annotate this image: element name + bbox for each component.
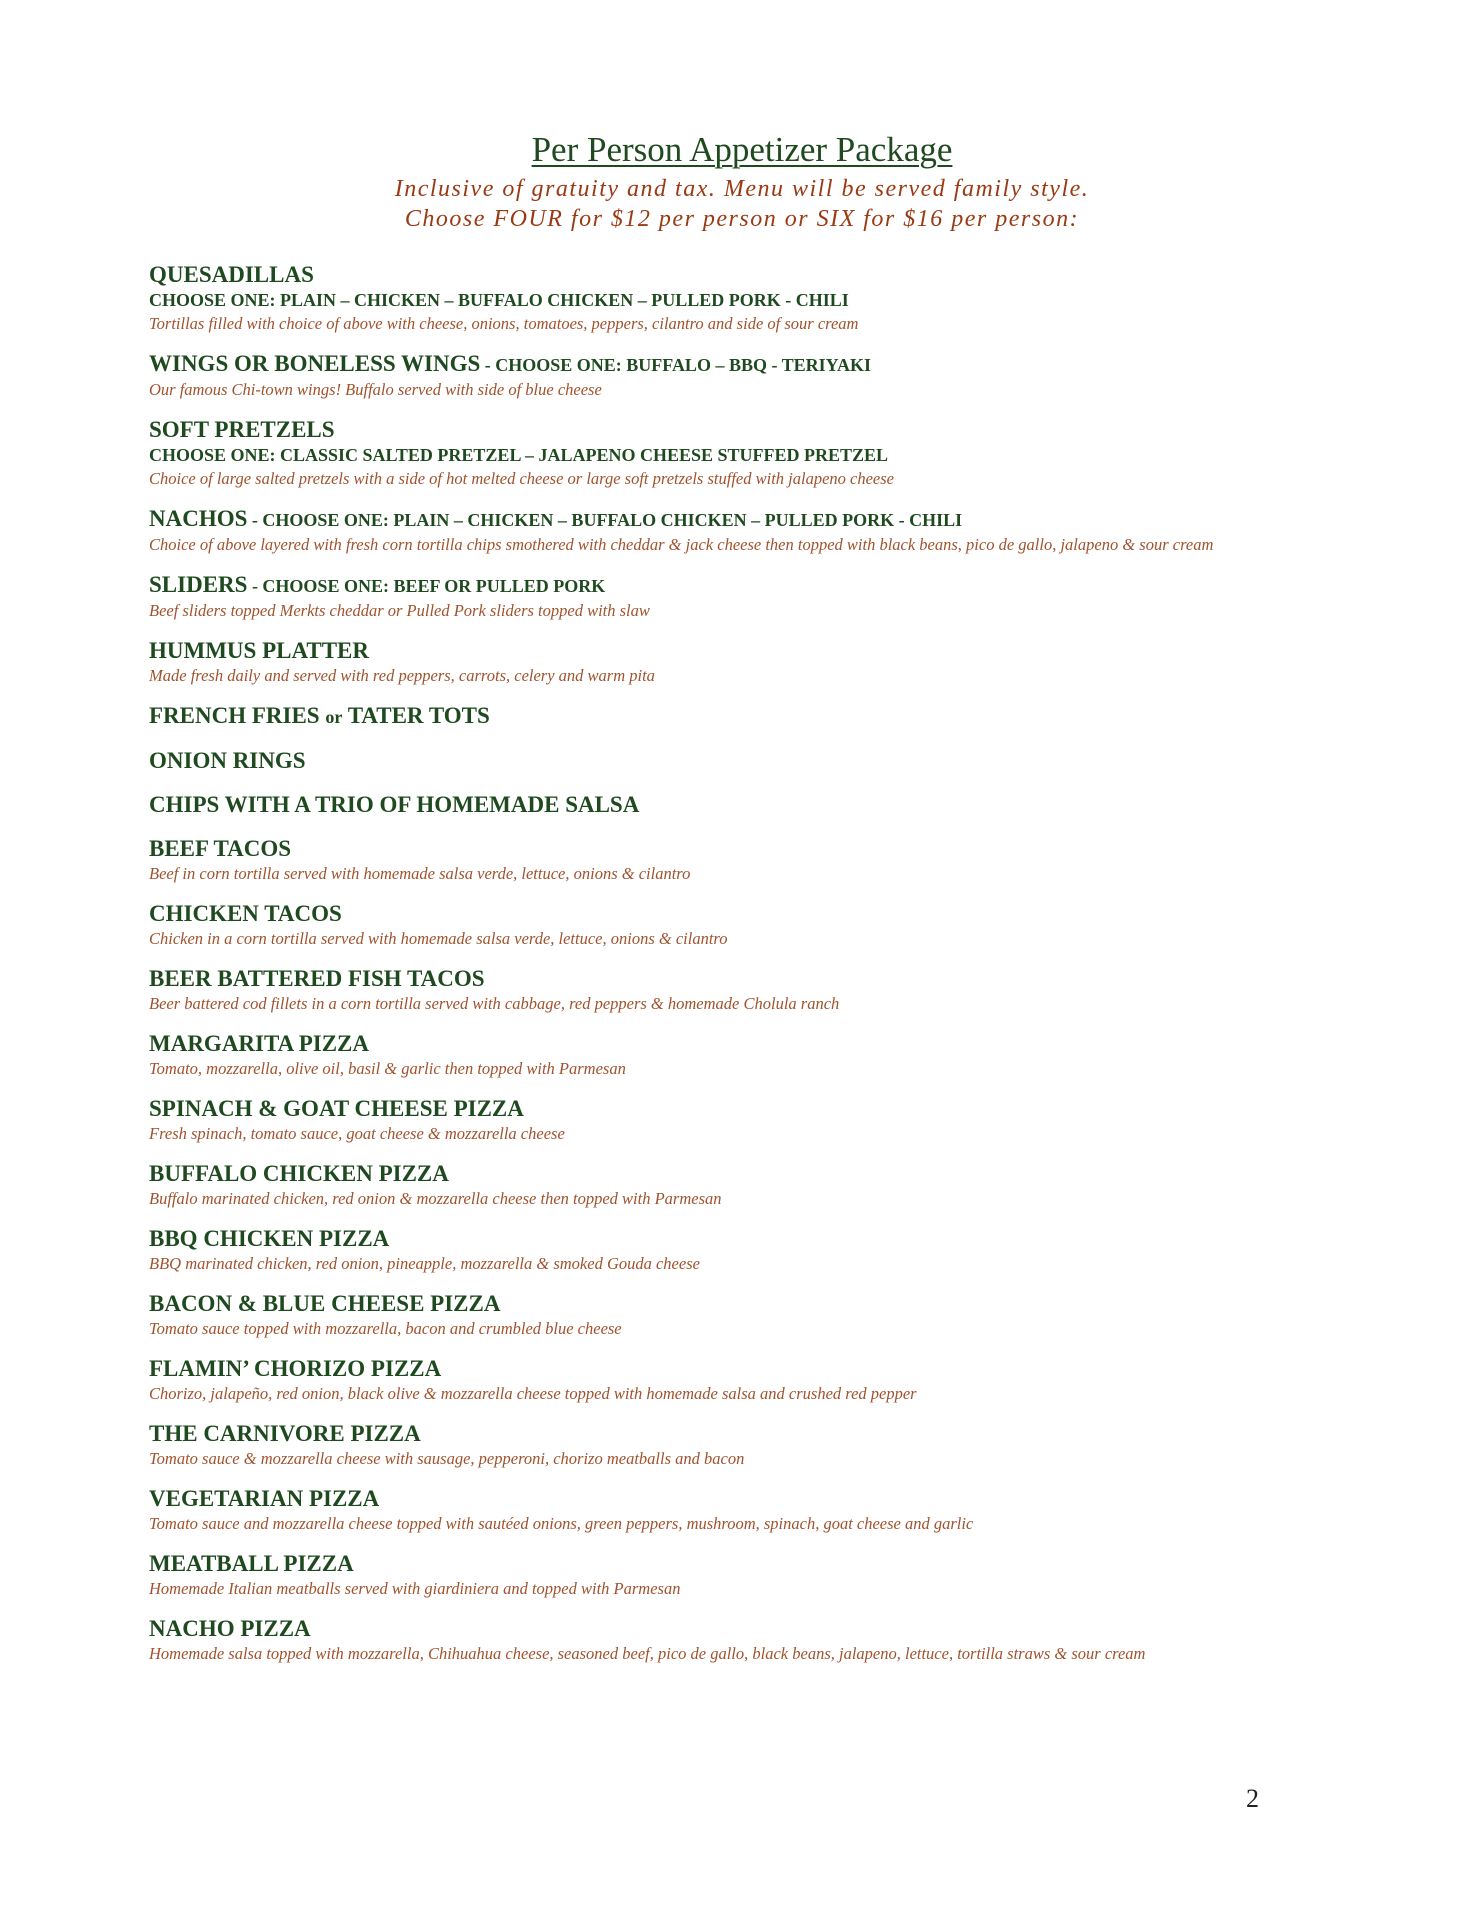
item-title-row: [149, 572, 1349, 599]
item-title-row: [149, 351, 1349, 378]
item-description: Beef sliders topped Merkts cheddar or Pulled Pork sliders topped with slaw: [149, 601, 650, 620]
item-title-row: [149, 506, 1349, 533]
item-description: Homemade Italian meatballs served with giardiniera and topped with Parmesan: [149, 1579, 681, 1598]
item-title-conjunction: or: [325, 707, 343, 727]
menu-items-list: [149, 262, 1349, 1666]
item-description: Choice of large salted pretzels with a side of hot melted cheese or large soft pretzels stuffed with jalapeno cheese: [149, 469, 894, 488]
subtitle-choice-note: Choose FOUR for $12 per person or SIX for $16 per person:: [404, 206, 1080, 232]
menu-item-bbq-chicken-pizza: [149, 1226, 1349, 1276]
menu-item-wings: [149, 351, 1349, 402]
item-title-row: [149, 703, 1349, 730]
item-description: Chicken in a corn tortilla served with homemade salsa verde, lettuce, onions & cilantro: [149, 929, 728, 948]
menu-item-meatball-pizza: [149, 1551, 1349, 1601]
item-title: SPINACH & GOAT CHEESE PIZZA: [149, 1096, 524, 1121]
item-description: Chorizo, jalapeño, red onion, black olive & mozzarella cheese topped with homemade salsa and crushed red pepper: [149, 1384, 917, 1403]
menu-item-quesadillas: [149, 262, 1349, 336]
menu-item-fries-or-tots: [149, 703, 1349, 730]
item-description: Tomato sauce & mozzarella cheese with sausage, pepperoni, chorizo meatballs and bacon: [149, 1449, 745, 1468]
item-title: BUFFALO CHICKEN PIZZA: [149, 1161, 449, 1186]
item-title: SLIDERS: [149, 572, 248, 597]
menu-item-sliders: [149, 572, 1349, 623]
page-title: Per Person Appetizer Package: [531, 130, 953, 169]
menu-item-nacho-pizza: [149, 1616, 1349, 1666]
item-description: Tortillas filled with choice of above with cheese, onions, tomatoes, peppers, cilantro and side of sour cream: [149, 314, 859, 333]
menu-item-chicken-tacos: [149, 901, 1349, 951]
item-title: FRENCH FRIES: [149, 703, 326, 728]
item-title: FLAMIN’ CHORIZO PIZZA: [149, 1356, 442, 1381]
item-title: WINGS OR BONELESS WINGS: [149, 351, 481, 376]
item-description: Tomato sauce topped with mozzarella, bacon and crumbled blue cheese: [149, 1319, 622, 1338]
menu-item-bacon-blue-cheese-pizza: [149, 1291, 1349, 1341]
menu-item-nachos: [149, 506, 1349, 557]
item-title: ONION RINGS: [149, 748, 306, 773]
menu-item-vegetarian-pizza: [149, 1486, 1349, 1536]
menu-item-chips-salsa: [149, 792, 1349, 818]
item-title: MEATBALL PIZZA: [149, 1551, 354, 1576]
menu-item-margarita-pizza: [149, 1031, 1349, 1081]
item-options: CHOOSE ONE: PLAIN – CHICKEN – BUFFALO CHICKEN – PULLED PORK - CHILI: [149, 290, 849, 310]
item-title: HUMMUS PLATTER: [149, 638, 369, 663]
menu-item-buffalo-chicken-pizza: [149, 1161, 1349, 1211]
item-title: NACHOS: [149, 506, 248, 531]
menu-item-carnivore-pizza: [149, 1421, 1349, 1471]
item-description: Beef in corn tortilla served with homemade salsa verde, lettuce, onions & cilantro: [149, 864, 691, 883]
item-description: Choice of above layered with fresh corn tortilla chips smothered with cheddar & jack cheese then topped with black beans, pico de gallo, jalapeno & sour cream: [149, 535, 1214, 554]
item-description: Tomato sauce and mozzarella cheese topped with sautéed onions, green peppers, mushroom, spinach, goat cheese and garlic: [149, 1514, 974, 1533]
menu-item-chorizo-pizza: [149, 1356, 1349, 1406]
menu-item-onion-rings: [149, 748, 1349, 774]
item-title: MARGARITA PIZZA: [149, 1031, 370, 1056]
subtitle-pricing-note: Inclusive of gratuity and tax. Menu will be served family style.: [394, 176, 1090, 202]
menu-item-spinach-goat-cheese-pizza: [149, 1096, 1349, 1146]
menu-item-hummus-platter: [149, 638, 1349, 688]
item-title: BACON & BLUE CHEESE PIZZA: [149, 1291, 501, 1316]
item-title: NACHO PIZZA: [149, 1616, 311, 1641]
item-description: Beer battered cod fillets in a corn tortilla served with cabbage, red peppers & homemade Cholula ranch: [149, 994, 840, 1013]
item-title: BEER BATTERED FISH TACOS: [149, 966, 485, 991]
item-title: SOFT PRETZELS: [149, 417, 335, 442]
page-number: 2: [1246, 1784, 1259, 1813]
item-options: - CHOOSE ONE: PLAIN – CHICKEN – BUFFALO CHICKEN – PULLED PORK - CHILI: [247, 510, 963, 530]
item-options: - CHOOSE ONE: BEEF OR PULLED PORK: [247, 576, 606, 596]
item-description: Fresh spinach, tomato sauce, goat cheese & mozzarella cheese: [149, 1124, 565, 1143]
item-description: Tomato, mozzarella, olive oil, basil & garlic then topped with Parmesan: [149, 1059, 626, 1078]
item-description: Homemade salsa topped with mozzarella, Chihuahua cheese, seasoned beef, pico de gallo, black beans, jalapeno, lettuce, tortilla straws & sour cream: [149, 1644, 1146, 1663]
menu-item-soft-pretzels: [149, 417, 1349, 491]
item-options: - CHOOSE ONE: BUFFALO – BBQ - TERIYAKI: [480, 355, 871, 375]
item-title: CHICKEN TACOS: [149, 901, 342, 926]
item-options: CHOOSE ONE: CLASSIC SALTED PRETZEL – JALAPENO CHEESE STUFFED PRETZEL: [149, 445, 889, 465]
item-description: Made fresh daily and served with red peppers, carrots, celery and warm pita: [149, 666, 655, 685]
item-description: Buffalo marinated chicken, red onion & mozzarella cheese then topped with Parmesan: [149, 1189, 722, 1208]
menu-item-beef-tacos: [149, 836, 1349, 886]
item-description: Our famous Chi-town wings! Buffalo served with side of blue cheese: [149, 380, 602, 399]
item-title: TATER TOTS: [342, 703, 490, 728]
item-title: BBQ CHICKEN PIZZA: [149, 1226, 390, 1251]
item-title: VEGETARIAN PIZZA: [149, 1486, 380, 1511]
item-title: QUESADILLAS: [149, 262, 314, 287]
menu-item-fish-tacos: [149, 966, 1349, 1016]
item-title: BEEF TACOS: [149, 836, 292, 861]
item-title: THE CARNIVORE PIZZA: [149, 1421, 421, 1446]
item-title: CHIPS WITH A TRIO OF HOMEMADE SALSA: [149, 792, 640, 817]
item-description: BBQ marinated chicken, red onion, pineapple, mozzarella & smoked Gouda cheese: [149, 1254, 700, 1273]
